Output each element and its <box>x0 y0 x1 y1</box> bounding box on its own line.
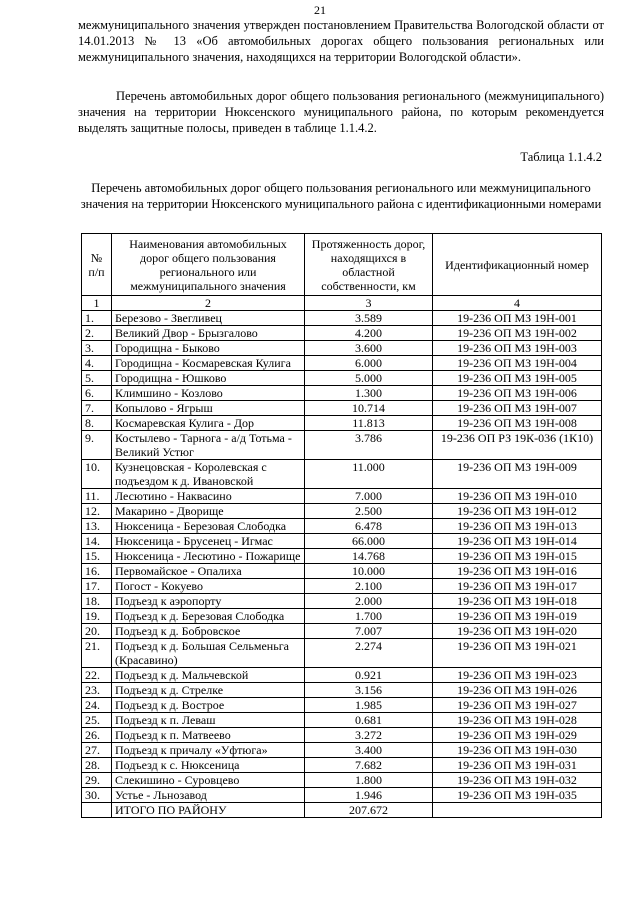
row-num: 24. <box>82 698 112 713</box>
row-length: 10.714 <box>305 401 433 416</box>
row-ident: 19-236 ОП МЗ 19Н-003 <box>433 341 602 356</box>
row-road-name: Подъезд к д. Вострое <box>112 698 305 713</box>
table-row <box>82 311 602 326</box>
row-ident: 19-236 ОП МЗ 19Н-005 <box>433 371 602 386</box>
row-num: 29. <box>82 773 112 788</box>
row-ident: 19-236 ОП МЗ 19Н-023 <box>433 668 602 683</box>
row-num: 6. <box>82 386 112 401</box>
row-ident: 19-236 ОП МЗ 19Н-019 <box>433 609 602 624</box>
table-row <box>82 668 602 683</box>
row-ident: 19-236 ОП МЗ 19Н-031 <box>433 758 602 773</box>
row-ident: 19-236 ОП МЗ 19Н-016 <box>433 564 602 579</box>
row-num: 5. <box>82 371 112 386</box>
row-length: 4.200 <box>305 326 433 341</box>
row-length: 0.921 <box>305 668 433 683</box>
row-num: 18. <box>82 594 112 609</box>
row-num: 12. <box>82 504 112 519</box>
row-num: 30. <box>82 788 112 803</box>
table-row <box>82 728 602 743</box>
table-row <box>82 743 602 758</box>
row-num: 26. <box>82 728 112 743</box>
row-length: 1.300 <box>305 386 433 401</box>
column-number: 1 <box>82 296 112 311</box>
row-length: 1.985 <box>305 698 433 713</box>
row-length: 1.700 <box>305 609 433 624</box>
row-num: 11. <box>82 489 112 504</box>
row-length: 6.478 <box>305 519 433 534</box>
row-ident: 19-236 ОП МЗ 19Н-026 <box>433 683 602 698</box>
row-road-name: Подъезд к п. Матвеево <box>112 728 305 743</box>
row-length: 3.600 <box>305 341 433 356</box>
row-length: 5.000 <box>305 371 433 386</box>
row-length: 2.100 <box>305 579 433 594</box>
row-num: 1. <box>82 311 112 326</box>
row-num: 13. <box>82 519 112 534</box>
row-ident: 19-236 ОП МЗ 19Н-006 <box>433 386 602 401</box>
header-ident: Идентификационный номер <box>433 234 602 296</box>
row-length: 3.589 <box>305 311 433 326</box>
row-num: 25. <box>82 713 112 728</box>
row-ident: 19-236 ОП МЗ 19Н-002 <box>433 326 602 341</box>
table-row <box>82 698 602 713</box>
row-ident: 19-236 ОП МЗ 19Н-001 <box>433 311 602 326</box>
row-road-name: Подъезд к д. Стрелке <box>112 683 305 698</box>
roads-table <box>81 233 602 818</box>
row-ident: 19-236 ОП МЗ 19Н-008 <box>433 416 602 431</box>
table-row <box>82 713 602 728</box>
row-num: 22. <box>82 668 112 683</box>
row-road-name: Климшино - Козлово <box>112 386 305 401</box>
row-length: 2.500 <box>305 504 433 519</box>
row-road-name: Копылово - Ягрыш <box>112 401 305 416</box>
row-num: 23. <box>82 683 112 698</box>
page-number: 21 <box>314 3 326 17</box>
row-road-name: Нюксеница - Березовая Слободка <box>112 519 305 534</box>
row-num: 2. <box>82 326 112 341</box>
row-length: 14.768 <box>305 549 433 564</box>
row-length: 6.000 <box>305 356 433 371</box>
table-row <box>82 609 602 624</box>
row-ident: 19-236 ОП МЗ 19Н-014 <box>433 534 602 549</box>
row-length: 66.000 <box>305 534 433 549</box>
row-ident: 19-236 ОП МЗ 19Н-004 <box>433 356 602 371</box>
table-header-row <box>82 234 602 296</box>
row-road-name: Городищна - Быково <box>112 341 305 356</box>
row-road-name: Березово - Звегливец <box>112 311 305 326</box>
header-num: № п/п <box>82 234 112 296</box>
row-num: 8. <box>82 416 112 431</box>
row-ident: 19-236 ОП МЗ 19Н-032 <box>433 773 602 788</box>
row-length: 2.274 <box>305 639 433 668</box>
table-row <box>82 579 602 594</box>
table-label: Таблица 1.1.4.2 <box>520 150 602 164</box>
total-length: 207.672 <box>305 803 433 818</box>
row-road-name: Подъезд к п. Леваш <box>112 713 305 728</box>
row-ident: 19-236 ОП МЗ 19Н-015 <box>433 549 602 564</box>
row-num: 19. <box>82 609 112 624</box>
table-row <box>82 773 602 788</box>
row-num: 15. <box>82 549 112 564</box>
table-row <box>82 356 602 371</box>
row-length: 3.156 <box>305 683 433 698</box>
row-road-name: Кузнецовская - Королевская с подъездом к д. Ивановской <box>112 460 305 489</box>
table-row <box>82 758 602 773</box>
row-num: 28. <box>82 758 112 773</box>
row-length: 11.813 <box>305 416 433 431</box>
table-row <box>82 504 602 519</box>
row-num: 27. <box>82 743 112 758</box>
row-ident: 19-236 ОП МЗ 19Н-029 <box>433 728 602 743</box>
row-road-name: Подъезд к д. Мальчевской <box>112 668 305 683</box>
row-road-name: Устье - Льнозавод <box>112 788 305 803</box>
row-length: 3.786 <box>305 431 433 460</box>
row-road-name: Погост - Кокуево <box>112 579 305 594</box>
table-row <box>82 788 602 803</box>
row-num: 3. <box>82 341 112 356</box>
intro-paragraph: межмуниципального значения утвержден постановлением Правительства Вологодской области от 14.01.2013 № 13 «Об автомобильных дорогах общего пользования региональных или межмуниципального значения, находящихся на территории Вологодской области». <box>78 18 604 64</box>
row-ident: 19-236 ОП МЗ 19Н-012 <box>433 504 602 519</box>
row-num: 20. <box>82 624 112 639</box>
row-length: 3.272 <box>305 728 433 743</box>
row-road-name: Макарино - Дворище <box>112 504 305 519</box>
total-label: ИТОГО ПО РАЙОНУ <box>112 803 305 818</box>
row-road-name: Подъезд к д. Большая Сельменьга (Красавино) <box>112 639 305 668</box>
row-length: 1.946 <box>305 788 433 803</box>
row-road-name: Космаревская Кулига - Дор <box>112 416 305 431</box>
table-row <box>82 489 602 504</box>
total-row <box>82 803 602 818</box>
row-ident: 19-236 ОП РЗ 19К-036 (1К10) <box>433 431 602 460</box>
row-ident: 19-236 ОП МЗ 19Н-018 <box>433 594 602 609</box>
row-num: 9. <box>82 431 112 460</box>
header-name: Наименования автомобильных дорог общего пользования регионального или межмуниципального значения <box>112 234 305 296</box>
row-road-name: Лесютино - Наквасино <box>112 489 305 504</box>
row-num: 17. <box>82 579 112 594</box>
row-num: 21. <box>82 639 112 668</box>
row-num: 14. <box>82 534 112 549</box>
table-title: Перечень автомобильных дорог общего пользования регионального или межмуниципального значения на территории Нюксенского муниципального района с идентификационными номерами <box>80 181 602 211</box>
table-row <box>82 386 602 401</box>
row-road-name: Подъезд к аэропорту <box>112 594 305 609</box>
column-number: 3 <box>305 296 433 311</box>
row-road-name: Нюксеница - Брусенец - Игмас <box>112 534 305 549</box>
row-ident: 19-236 ОП МЗ 19Н-020 <box>433 624 602 639</box>
row-ident: 19-236 ОП МЗ 19Н-027 <box>433 698 602 713</box>
column-number-row <box>82 296 602 311</box>
column-number: 2 <box>112 296 305 311</box>
row-length: 11.000 <box>305 460 433 489</box>
table-row <box>82 371 602 386</box>
row-ident: 19-236 ОП МЗ 19Н-010 <box>433 489 602 504</box>
row-road-name: Подъезд к причалу «Уфтюга» <box>112 743 305 758</box>
row-ident: 19-236 ОП МЗ 19Н-035 <box>433 788 602 803</box>
table-row <box>82 639 602 668</box>
row-ident: 19-236 ОП МЗ 19Н-028 <box>433 713 602 728</box>
row-ident: 19-236 ОП МЗ 19Н-017 <box>433 579 602 594</box>
row-num: 4. <box>82 356 112 371</box>
row-ident: 19-236 ОП МЗ 19Н-009 <box>433 460 602 489</box>
table-row <box>82 401 602 416</box>
table-row <box>82 341 602 356</box>
column-number: 4 <box>433 296 602 311</box>
row-length: 2.000 <box>305 594 433 609</box>
table-row <box>82 564 602 579</box>
row-length: 7.007 <box>305 624 433 639</box>
row-num: 16. <box>82 564 112 579</box>
row-length: 10.000 <box>305 564 433 579</box>
row-num: 7. <box>82 401 112 416</box>
row-road-name: Первомайское - Опалиха <box>112 564 305 579</box>
table-reference-paragraph: Перечень автомобильных дорог общего пользования регионального (межмуниципального) значения на территории Нюксенского муниципального района, по которым рекомендуется выделять защитные полосы, приведен в таблице 1.1.4.2. <box>78 89 604 135</box>
row-road-name: Подъезд к д. Бобровское <box>112 624 305 639</box>
table-row <box>82 534 602 549</box>
table-row <box>82 431 602 460</box>
row-road-name: Подъезд к с. Нюксеница <box>112 758 305 773</box>
row-ident: 19-236 ОП МЗ 19Н-021 <box>433 639 602 668</box>
row-num: 10. <box>82 460 112 489</box>
row-ident: 19-236 ОП МЗ 19Н-030 <box>433 743 602 758</box>
row-length: 3.400 <box>305 743 433 758</box>
header-length: Протяженность дорог, находящихся в областной собственности, км <box>305 234 433 296</box>
total-num <box>82 803 112 818</box>
row-length: 0.681 <box>305 713 433 728</box>
row-road-name: Слекишино - Суровцево <box>112 773 305 788</box>
table-row <box>82 594 602 609</box>
table-row <box>82 416 602 431</box>
row-ident: 19-236 ОП МЗ 19Н-013 <box>433 519 602 534</box>
row-ident: 19-236 ОП МЗ 19Н-007 <box>433 401 602 416</box>
table-row <box>82 519 602 534</box>
row-road-name: Великий Двор - Брызгалово <box>112 326 305 341</box>
table-row <box>82 624 602 639</box>
table-row <box>82 326 602 341</box>
total-ident <box>433 803 602 818</box>
table-row <box>82 549 602 564</box>
row-length: 7.682 <box>305 758 433 773</box>
row-road-name: Городищна - Юшково <box>112 371 305 386</box>
row-road-name: Нюксеница - Лесютино - Пожарище <box>112 549 305 564</box>
row-length: 1.800 <box>305 773 433 788</box>
row-road-name: Городищна - Космаревская Кулига <box>112 356 305 371</box>
row-road-name: Подъезд к д. Березовая Слободка <box>112 609 305 624</box>
table-row <box>82 460 602 489</box>
row-length: 7.000 <box>305 489 433 504</box>
table-row <box>82 683 602 698</box>
row-road-name: Костылево - Тарнога - а/д Тотьма - Великий Устюг <box>112 431 305 460</box>
